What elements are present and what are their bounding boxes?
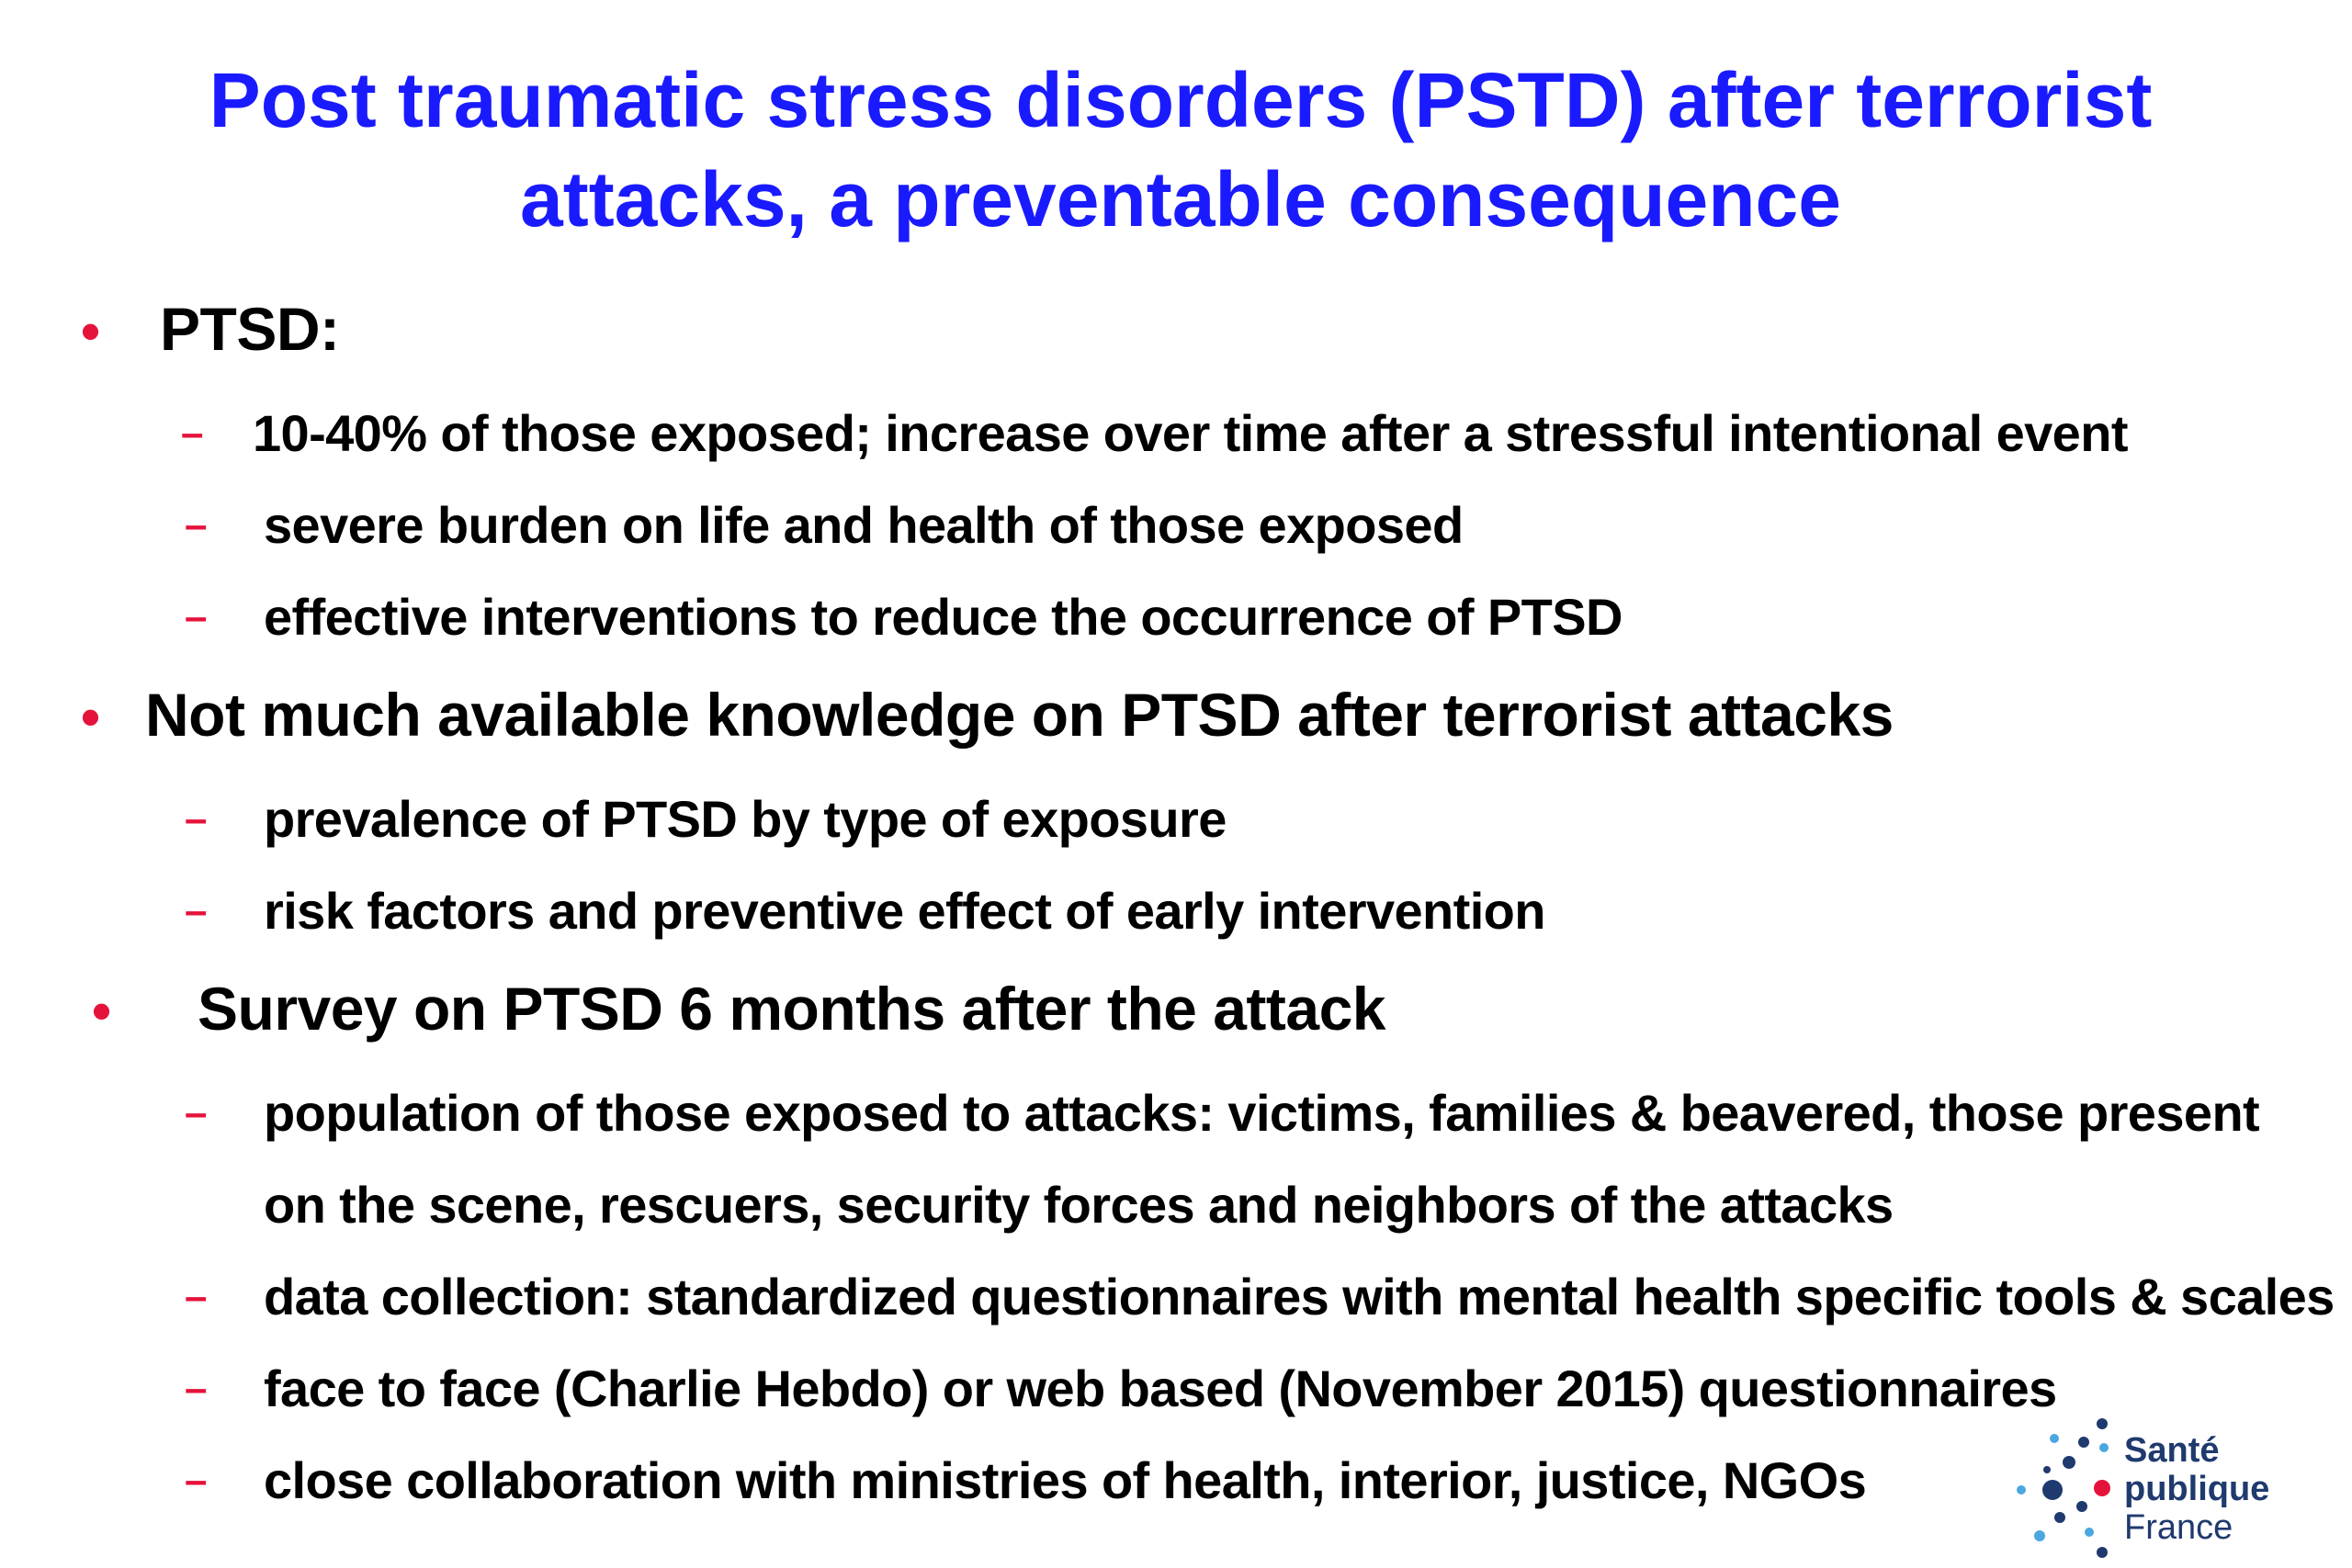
sub-item-text: effective interventions to reduce the occurrence of PTSD: [264, 588, 1623, 646]
sub-item-text: population of those exposed to attacks: victims, families & beavered, those present on the scene, rescuers, security forces and neighbors of the attacks: [264, 1084, 2260, 1234]
dash-icon: –: [181, 411, 203, 456]
sub-item-text: face to face (Charlie Hebdo) or web based (November 2015) questionnaires: [264, 1359, 2057, 1417]
bullet-survey: • Survey on PTSD 6 months after the attack: [92, 972, 1385, 1048]
bullet-heading: Not much available knowledge on PTSD after terrorist attacks: [145, 681, 1894, 749]
dash-icon: –: [185, 796, 207, 841]
dash-icon: –: [185, 594, 207, 639]
logo-line-2: publique: [2124, 1470, 2270, 1508]
sub-item: [185, 571, 2285, 663]
dash-icon: –: [185, 1366, 207, 1411]
sub-item-text: prevalence of PTSD by type of exposure: [264, 790, 1227, 848]
bullet-ptsd: • PTSD:: [81, 292, 340, 368]
sub-item: [185, 1251, 2335, 1343]
slide-title-line-1: Post traumatic stress disorders (PSTD) after terrorist: [209, 57, 2153, 143]
sub-item-text: close collaboration with ministries of health, interior, justice, NGOs: [264, 1451, 1867, 1509]
dash-icon: –: [185, 1090, 207, 1135]
dash-icon: –: [185, 888, 207, 933]
sub-item: [185, 1067, 2276, 1251]
logo-wordmark: [2124, 1431, 2269, 1547]
sub-item: [185, 1435, 1991, 1527]
sub-item-text: severe burden on life and health of those exposed: [264, 496, 1464, 554]
sub-item-text: data collection: standardized questionnaires with mental health specific tools & scales: [264, 1268, 2335, 1325]
sub-item-text: 10-40% of those exposed; increase over time after a stressful intentional event: [253, 404, 2128, 462]
sub-item-text: risk factors and preventive effect of early intervention: [264, 882, 1545, 940]
dash-icon: –: [185, 1458, 207, 1503]
dash-icon: –: [185, 1274, 207, 1319]
sub-item: [185, 865, 2285, 957]
slide-title: [110, 51, 2251, 249]
sub-item: [185, 1343, 2285, 1435]
bullet-heading: PTSD:: [160, 295, 340, 363]
logo-line-3: France: [2124, 1508, 2233, 1547]
sante-publique-france-logo: [2012, 1415, 2297, 1562]
dash-icon: –: [185, 502, 207, 547]
bullet-heading: Survey on PTSD 6 months after the attack: [198, 975, 1386, 1043]
slide-title-line-2: attacks, a preventable consequence: [520, 156, 1841, 243]
logo-line-1: Santé: [2124, 1431, 2220, 1470]
sub-item: [181, 388, 2274, 479]
bullet-knowledge: • Not much available knowledge on PTSD after terrorist attacks: [81, 678, 1894, 754]
network-dots-icon: [2012, 1415, 2122, 1562]
sub-item: [185, 773, 2285, 865]
sub-item: [185, 479, 2285, 571]
